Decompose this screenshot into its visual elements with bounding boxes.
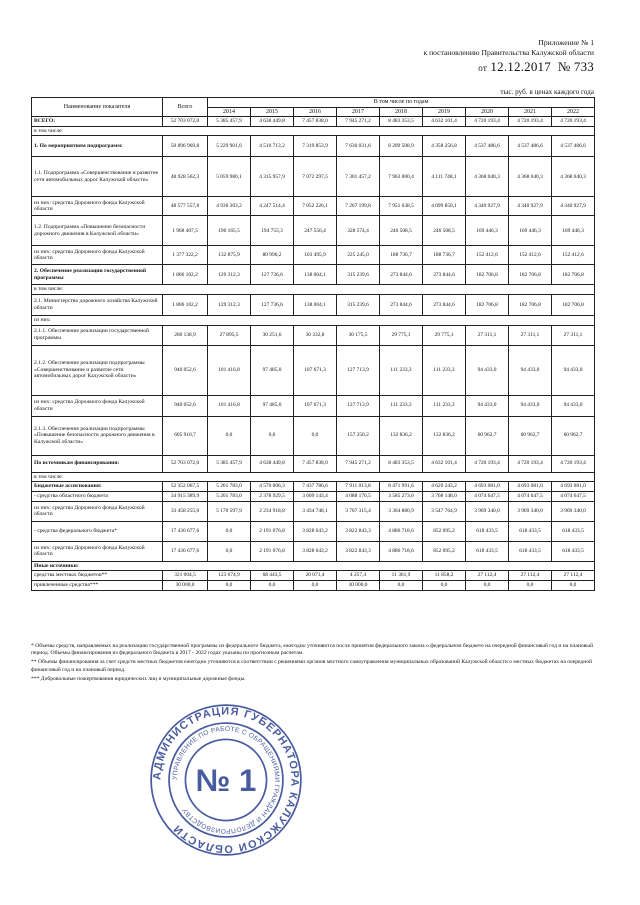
row-year-value: 4 632 101,4 bbox=[423, 117, 466, 127]
row-year-value: 7 630 031,6 bbox=[337, 136, 380, 157]
row-label: в том числе: bbox=[32, 126, 595, 136]
row-year-value: 27 112,4 bbox=[509, 571, 552, 581]
table-body bbox=[32, 117, 595, 590]
row-year-value: 4 693 081,0 bbox=[509, 482, 552, 492]
row-label: из них: средства Дорожного фонда Калужской области bbox=[32, 395, 163, 416]
row-label: из них: bbox=[32, 315, 595, 325]
footnote: ** Объемы финансирования за счет средств местных бюджетов ежегодно уточняются в соответствии с решениями органов местного самоуправления муниципальных образований Калужской области о местных бюджетах на очередной финансовый год и на плановый период. bbox=[31, 659, 593, 673]
official-stamp bbox=[148, 702, 304, 858]
row-year-value: 3 828 643,2 bbox=[294, 521, 337, 541]
table-row bbox=[32, 541, 595, 561]
row-label: из них: средства Дорожного фонда Калужской области bbox=[32, 197, 163, 216]
row-year-value: 182 706,8 bbox=[509, 265, 552, 285]
row-year-value: 0,0 bbox=[208, 541, 251, 561]
row-year-value: 2 378 929,5 bbox=[251, 491, 294, 501]
row-year-value: 4 720 193,4 bbox=[509, 455, 552, 472]
date-line bbox=[424, 59, 595, 74]
row-label: 2.1.1. Обеспечение реализации государственной программы bbox=[32, 325, 163, 345]
row-total-value: 30 000,0 bbox=[163, 580, 208, 590]
row-year-value: 8 209 508,9 bbox=[380, 136, 423, 157]
resolution-number: 733 bbox=[573, 59, 594, 74]
row-year-value: 4 111 748,1 bbox=[423, 157, 466, 197]
header-year: 2019 bbox=[423, 107, 466, 117]
row-year-value: 7 072 297,5 bbox=[294, 157, 337, 197]
row-year-value: 0,0 bbox=[423, 580, 466, 590]
row-year-value: 152 412,6 bbox=[509, 246, 552, 265]
row-year-value: 7 437 786,6 bbox=[294, 482, 337, 492]
row-year-value: 7 052 226,1 bbox=[294, 197, 337, 216]
row-total-value: 34 915 389,9 bbox=[163, 491, 208, 501]
row-year-value: 127 736,6 bbox=[251, 294, 294, 315]
row-total-value: 48 577 557,8 bbox=[163, 197, 208, 216]
row-year-value: 152 412,6 bbox=[466, 246, 509, 265]
table-row bbox=[32, 416, 595, 455]
row-year-value: 618 433,5 bbox=[552, 541, 595, 561]
row-year-value: 129 312,3 bbox=[208, 294, 251, 315]
row-year-value: 27 895,5 bbox=[208, 325, 251, 345]
row-total-value: 260 138,9 bbox=[163, 325, 208, 345]
row-label: 2.1. Министерство дорожного хозяйства Калужской области bbox=[32, 294, 163, 315]
row-total-value: 52 703 072,0 bbox=[163, 455, 208, 472]
row-year-value: 4 720 193,4 bbox=[552, 455, 595, 472]
row-label: 1.1. Подпрограмма «Совершенствование и развитие сети автомобильных дорог Калужской области» bbox=[32, 157, 163, 197]
row-year-value: 3 585 273,0 bbox=[380, 491, 423, 501]
row-year-value: 94 433,0 bbox=[466, 395, 509, 416]
row-label: в том числе: bbox=[32, 285, 595, 295]
row-year-value: 111 233,3 bbox=[423, 345, 466, 395]
row-year-value: 3 547 764,9 bbox=[423, 501, 466, 521]
row-year-value: 852 095,2 bbox=[423, 541, 466, 561]
row-year-value: 5 261 783,0 bbox=[208, 491, 251, 501]
row-year-value: 7 911 013,8 bbox=[337, 482, 380, 492]
row-year-value: 4 886 718,6 bbox=[380, 521, 423, 541]
row-label: из них: средства Дорожного фонда Калужской области bbox=[32, 541, 163, 561]
row-year-value: 4 340 927,9 bbox=[552, 197, 595, 216]
row-year-value: 4 315 957,9 bbox=[251, 157, 294, 197]
row-label: - средства областного бюджета bbox=[32, 491, 163, 501]
row-year-value: 60 962,7 bbox=[552, 416, 595, 455]
row-year-value: 7 267 199,8 bbox=[337, 197, 380, 216]
row-year-value: 852 095,2 bbox=[423, 521, 466, 541]
row-year-value: 4 537 486,6 bbox=[509, 136, 552, 157]
row-year-value: 0,0 bbox=[251, 416, 294, 455]
row-year-value: 7 963 000,4 bbox=[380, 157, 423, 197]
row-year-value: 7 457 838,0 bbox=[294, 117, 337, 127]
table-row bbox=[32, 126, 595, 136]
row-label: 1. По мероприятиям подпрограмм: bbox=[32, 136, 163, 157]
row-label: 2.1.3. Обеспечение реализации подпрограммы «Повышение безопасности дорожного движения в Калужской области» bbox=[32, 416, 163, 455]
document-header bbox=[424, 38, 595, 73]
row-year-value: 111 233,3 bbox=[380, 395, 423, 416]
row-year-value: 5 229 901,6 bbox=[208, 136, 251, 157]
row-year-value: 618 433,5 bbox=[466, 521, 509, 541]
row-year-value: 30 000,0 bbox=[337, 580, 380, 590]
table-row bbox=[32, 482, 595, 492]
row-year-value: 4 693 081,0 bbox=[552, 482, 595, 492]
row-year-value: 5 385 457,9 bbox=[208, 455, 251, 472]
row-year-value: 3 828 643,2 bbox=[294, 541, 337, 561]
row-year-value: 618 433,5 bbox=[509, 541, 552, 561]
row-year-value: 4 358 256,8 bbox=[423, 136, 466, 157]
row-label: - средства федерального бюджета* bbox=[32, 521, 163, 541]
row-year-value: 3 768 148,0 bbox=[423, 491, 466, 501]
row-year-value: 107 671,3 bbox=[294, 345, 337, 395]
row-year-value: 4 074 647,5 bbox=[509, 491, 552, 501]
row-year-value: 101 416,8 bbox=[208, 395, 251, 416]
table-row bbox=[32, 197, 595, 216]
row-label: из них: средства Дорожного фонда Калужской области bbox=[32, 501, 163, 521]
row-year-value: 0,0 bbox=[208, 416, 251, 455]
row-year-value: 4 620 243,2 bbox=[423, 482, 466, 492]
row-year-value: 3 969 340,0 bbox=[552, 501, 595, 521]
table-row bbox=[32, 136, 595, 157]
table-row bbox=[32, 325, 595, 345]
row-year-value: 157 350,2 bbox=[337, 416, 380, 455]
row-year-value: 4 886 718,6 bbox=[380, 541, 423, 561]
row-year-value: 152 412,6 bbox=[552, 246, 595, 265]
row-year-value: 247 556,4 bbox=[294, 216, 337, 246]
row-year-value: 132 875,9 bbox=[208, 246, 251, 265]
appendix-title: Приложение № 1 bbox=[538, 38, 594, 47]
row-year-value: 3 434 748,1 bbox=[294, 501, 337, 521]
row-year-value: 4 537 486,6 bbox=[466, 136, 509, 157]
row-year-value: 0,0 bbox=[294, 580, 337, 590]
row-year-value: 127 713,9 bbox=[337, 395, 380, 416]
row-label: средства местных бюджетов** bbox=[32, 571, 163, 581]
row-label: 2.1.2. Обеспечение реализации подпрограммы «Совершенствование и развитие сети автомобильных дорог Калужской области» bbox=[32, 345, 163, 395]
row-year-value: 196 165,5 bbox=[208, 216, 251, 246]
row-year-value: 8 483 353,5 bbox=[380, 455, 423, 472]
row-year-value: 129 312,3 bbox=[208, 265, 251, 285]
row-year-value: 5 059 980,1 bbox=[208, 157, 251, 197]
row-year-value: 169 446,3 bbox=[509, 216, 552, 246]
financing-table bbox=[31, 97, 595, 591]
row-year-value: 273 844,6 bbox=[380, 265, 423, 285]
table-row bbox=[32, 315, 595, 325]
row-year-value: 2 234 918,8 bbox=[251, 501, 294, 521]
row-year-value: 138 004,1 bbox=[294, 294, 337, 315]
footnote: * Объемы средств, направляемых на реализацию государственной программы из федерального бюджета, ежегодно уточняются после принятия федерального закона о федеральном бюджете на очередной финансовый год и на плановый период. Объемы финансирования из федерального бюджета в 2017 - 2022 годах указаны по прогнозным расчетам. bbox=[31, 643, 594, 657]
table-row bbox=[32, 157, 595, 197]
row-year-value: 7 319 853,9 bbox=[294, 136, 337, 157]
row-year-value: 30 175,5 bbox=[337, 325, 380, 345]
row-year-value: 97 485,0 bbox=[251, 395, 294, 416]
footnote: *** Добровольные пожертвования юридических лиц и муниципальные дорожные фонды. bbox=[31, 675, 246, 682]
row-year-value: 4 570 006,3 bbox=[251, 482, 294, 492]
row-year-value: 4 720 193,4 bbox=[509, 117, 552, 127]
table-row bbox=[32, 455, 595, 472]
header-year: 2016 bbox=[294, 107, 337, 117]
row-year-value: 30 251,6 bbox=[251, 325, 294, 345]
row-year-value: 107 671,3 bbox=[294, 395, 337, 416]
resolution-line: к постановлению Правительства Калужской области bbox=[423, 48, 594, 57]
row-year-value: 169 446,3 bbox=[552, 216, 595, 246]
header-year: 2015 bbox=[251, 107, 294, 117]
row-year-value: 132 836,2 bbox=[380, 416, 423, 455]
row-year-value: 127 713,9 bbox=[337, 345, 380, 395]
row-year-value: 4 088 170,5 bbox=[337, 491, 380, 501]
row-year-value: 182 706,8 bbox=[466, 294, 509, 315]
row-year-value: 4 257,4 bbox=[337, 571, 380, 581]
row-year-value: 94 433,0 bbox=[509, 345, 552, 395]
row-year-value: 11 858,2 bbox=[423, 571, 466, 581]
row-year-value: 4 720 193,4 bbox=[466, 455, 509, 472]
row-label: из них: средства Дорожного фонда Калужской области bbox=[32, 246, 163, 265]
row-year-value: 123 674,9 bbox=[208, 571, 251, 581]
row-year-value: 4 340 927,9 bbox=[466, 197, 509, 216]
row-year-value: 27 311,1 bbox=[466, 325, 509, 345]
header-years-group: В том числе по годам bbox=[208, 98, 595, 108]
header-year: 2020 bbox=[466, 107, 509, 117]
row-year-value: 80 996,2 bbox=[251, 246, 294, 265]
row-year-value: 328 574,4 bbox=[337, 216, 380, 246]
stamp-inner-text: УПРАВЛЕНИЕ ПО РАБОТЕ С ОБРАЩЕНИЯМИ ГРАЖДАН И ДЕЛОПРОИЗВОДСТВУ bbox=[171, 725, 281, 835]
row-total-value: 605 910,7 bbox=[163, 416, 208, 455]
row-year-value: 4 638 449,8 bbox=[251, 455, 294, 472]
table-row bbox=[32, 216, 595, 246]
row-year-value: 169 446,3 bbox=[466, 216, 509, 246]
row-year-value: 315 239,6 bbox=[337, 265, 380, 285]
row-year-value: 68 443,5 bbox=[251, 571, 294, 581]
row-year-value: 4 510 713,2 bbox=[251, 136, 294, 157]
stamp-center-text: № 1 bbox=[195, 762, 257, 798]
number-sign: № bbox=[557, 59, 571, 74]
table-row bbox=[32, 472, 595, 482]
row-year-value: 4 936 303,2 bbox=[208, 197, 251, 216]
row-year-value: 2 191 076,8 bbox=[251, 521, 294, 541]
row-year-value: 4 340 927,9 bbox=[509, 197, 552, 216]
row-year-value: 0,0 bbox=[251, 580, 294, 590]
row-year-value: 7 301 457,2 bbox=[337, 157, 380, 197]
row-year-value: 0,0 bbox=[466, 580, 509, 590]
row-year-value: 618 433,5 bbox=[509, 521, 552, 541]
header-year: 2017 bbox=[337, 107, 380, 117]
row-year-value: 4 632 101,4 bbox=[423, 455, 466, 472]
row-year-value: 618 433,5 bbox=[466, 541, 509, 561]
row-year-value: 138 004,1 bbox=[294, 265, 337, 285]
table-row bbox=[32, 395, 595, 416]
footnotes bbox=[31, 643, 596, 685]
resolution-date: 12.12.2017 bbox=[490, 59, 551, 74]
row-total-value: 48 928 562,3 bbox=[163, 157, 208, 197]
row-year-value: 4 537 486,6 bbox=[552, 136, 595, 157]
row-year-value: 0,0 bbox=[380, 580, 423, 590]
row-year-value: 94 433,0 bbox=[466, 345, 509, 395]
row-label: Бюджетные ассигнования: bbox=[32, 482, 163, 492]
row-year-value: 27 311,1 bbox=[552, 325, 595, 345]
row-year-value: 60 962,7 bbox=[509, 416, 552, 455]
row-year-value: 29 775,1 bbox=[380, 325, 423, 345]
row-year-value: 4 247 514,4 bbox=[251, 197, 294, 216]
row-total-value: 52 703 072,0 bbox=[163, 117, 208, 127]
row-year-value: 4 074 647,5 bbox=[552, 491, 595, 501]
row-year-value: 8 471 991,6 bbox=[380, 482, 423, 492]
row-year-value: 27 311,1 bbox=[509, 325, 552, 345]
row-label: Иные источники: bbox=[32, 561, 595, 571]
table-row bbox=[32, 571, 595, 581]
row-year-value: 111 233,3 bbox=[423, 395, 466, 416]
row-year-value: 111 233,3 bbox=[380, 345, 423, 395]
row-year-value: 20 071,4 bbox=[294, 571, 337, 581]
row-total-value: 17 436 677,6 bbox=[163, 541, 208, 561]
row-year-value: 182 706,8 bbox=[509, 294, 552, 315]
row-year-value: 3 969 340,0 bbox=[509, 501, 552, 521]
row-year-value: 182 706,8 bbox=[552, 265, 595, 285]
row-total-value: 940 052,6 bbox=[163, 345, 208, 395]
table-row bbox=[32, 501, 595, 521]
row-year-value: 60 962,7 bbox=[466, 416, 509, 455]
row-year-value: 4 638 449,8 bbox=[251, 117, 294, 127]
row-total-value: 1 806 102,2 bbox=[163, 265, 208, 285]
table-row bbox=[32, 491, 595, 501]
table-row bbox=[32, 561, 595, 571]
date-prefix: от bbox=[478, 63, 487, 73]
row-year-value: 194 755,3 bbox=[251, 216, 294, 246]
table-row bbox=[32, 117, 595, 127]
row-year-value: 188 736,7 bbox=[423, 246, 466, 265]
header-year: 2018 bbox=[380, 107, 423, 117]
header-total: Всего bbox=[163, 98, 208, 117]
row-year-value: 182 706,8 bbox=[552, 294, 595, 315]
row-year-value: 4 720 193,4 bbox=[466, 117, 509, 127]
row-year-value: 4 368 040,3 bbox=[509, 157, 552, 197]
row-year-value: 127 736,6 bbox=[251, 265, 294, 285]
table-row bbox=[32, 345, 595, 395]
header-year: 2022 bbox=[552, 107, 595, 117]
row-year-value: 273 844,6 bbox=[423, 265, 466, 285]
row-year-value: 182 706,8 bbox=[466, 265, 509, 285]
row-total-value: 33 458 255,0 bbox=[163, 501, 208, 521]
row-year-value: 4 693 081,0 bbox=[466, 482, 509, 492]
table-row bbox=[32, 521, 595, 541]
row-total-value: 50 896 969,8 bbox=[163, 136, 208, 157]
row-total-value: 1 806 102,2 bbox=[163, 294, 208, 315]
table-row bbox=[32, 580, 595, 590]
row-total-value: 52 352 067,5 bbox=[163, 482, 208, 492]
row-year-value: 3 364 880,9 bbox=[380, 501, 423, 521]
row-total-value: 1 968 407,5 bbox=[163, 216, 208, 246]
table-row bbox=[32, 265, 595, 285]
row-year-value: 2 191 076,8 bbox=[251, 541, 294, 561]
table-row bbox=[32, 246, 595, 265]
row-year-value: 0,0 bbox=[208, 580, 251, 590]
row-year-value: 0,0 bbox=[208, 521, 251, 541]
row-year-value: 11 361,9 bbox=[380, 571, 423, 581]
row-year-value: 132 836,2 bbox=[423, 416, 466, 455]
header-indicator: Наименование показателя bbox=[32, 98, 163, 117]
stamp-outer-text: АДМИНИСТРАЦИЯ ГУБЕРНАТОРА КАЛУЖСКОЙ ОБЛАСТИ bbox=[151, 705, 301, 855]
row-year-value: 4 074 647,5 bbox=[466, 491, 509, 501]
row-year-value: 5 170 597,9 bbox=[208, 501, 251, 521]
row-year-value: 188 736,7 bbox=[380, 246, 423, 265]
row-label: 1.2. Подпрограмма «Повышение безопасности дорожного движения в Калужской области» bbox=[32, 216, 163, 246]
row-year-value: 4 368 040,3 bbox=[552, 157, 595, 197]
row-total-value: 1 377 322,2 bbox=[163, 246, 208, 265]
row-year-value: 3 609 143,4 bbox=[294, 491, 337, 501]
row-total-value: 321 004,5 bbox=[163, 571, 208, 581]
table-row bbox=[32, 294, 595, 315]
row-year-value: 7 945 271,2 bbox=[337, 117, 380, 127]
units-note: тыс. руб. в ценах каждого года bbox=[500, 88, 594, 96]
row-year-value: 97 485,0 bbox=[251, 345, 294, 395]
row-year-value: 315 239,6 bbox=[337, 294, 380, 315]
row-year-value: 27 112,4 bbox=[466, 571, 509, 581]
row-year-value: 8 483 353,5 bbox=[380, 117, 423, 127]
row-year-value: 4 099 850,1 bbox=[423, 197, 466, 216]
row-year-value: 0,0 bbox=[552, 580, 595, 590]
row-year-value: 7 945 271,2 bbox=[337, 455, 380, 472]
row-label: привлеченные средства*** bbox=[32, 580, 163, 590]
row-year-value: 103 495,9 bbox=[294, 246, 337, 265]
row-year-value: 101 416,8 bbox=[208, 345, 251, 395]
row-year-value: 3 822 843,3 bbox=[337, 541, 380, 561]
row-year-value: 5 261 783,0 bbox=[208, 482, 251, 492]
row-label: 2. Обеспечение реализации государственной программы bbox=[32, 265, 163, 285]
row-year-value: 30 332,8 bbox=[294, 325, 337, 345]
row-year-value: 618 433,5 bbox=[552, 521, 595, 541]
row-year-value: 7 457 838,0 bbox=[294, 455, 337, 472]
row-year-value: 94 433,0 bbox=[509, 395, 552, 416]
row-year-value: 94 433,0 bbox=[552, 395, 595, 416]
row-year-value: 246 508,5 bbox=[423, 216, 466, 246]
row-year-value: 273 844,6 bbox=[423, 294, 466, 315]
header-year: 2014 bbox=[208, 107, 251, 117]
row-label: По источникам финансирования: bbox=[32, 455, 163, 472]
row-year-value: 273 844,6 bbox=[380, 294, 423, 315]
row-year-value: 3 969 340,0 bbox=[466, 501, 509, 521]
row-total-value: 17 436 677,6 bbox=[163, 521, 208, 541]
row-year-value: 29 775,1 bbox=[423, 325, 466, 345]
row-year-value: 246 508,5 bbox=[380, 216, 423, 246]
row-year-value: 0,0 bbox=[294, 416, 337, 455]
row-year-value: 3 707 315,4 bbox=[337, 501, 380, 521]
row-total-value: 940 052,6 bbox=[163, 395, 208, 416]
row-year-value: 27 112,4 bbox=[552, 571, 595, 581]
row-year-value: 4 720 193,4 bbox=[552, 117, 595, 127]
row-year-value: 4 368 040,3 bbox=[466, 157, 509, 197]
table-row bbox=[32, 285, 595, 295]
row-year-value: 225 245,0 bbox=[337, 246, 380, 265]
row-label: в том числе: bbox=[32, 472, 595, 482]
row-year-value: 7 951 638,5 bbox=[380, 197, 423, 216]
row-label: ВСЕГО: bbox=[32, 117, 163, 127]
row-year-value: 0,0 bbox=[509, 580, 552, 590]
row-year-value: 3 822 843,3 bbox=[337, 521, 380, 541]
row-year-value: 5 385 457,9 bbox=[208, 117, 251, 127]
header-year: 2021 bbox=[509, 107, 552, 117]
row-year-value: 94 433,0 bbox=[552, 345, 595, 395]
